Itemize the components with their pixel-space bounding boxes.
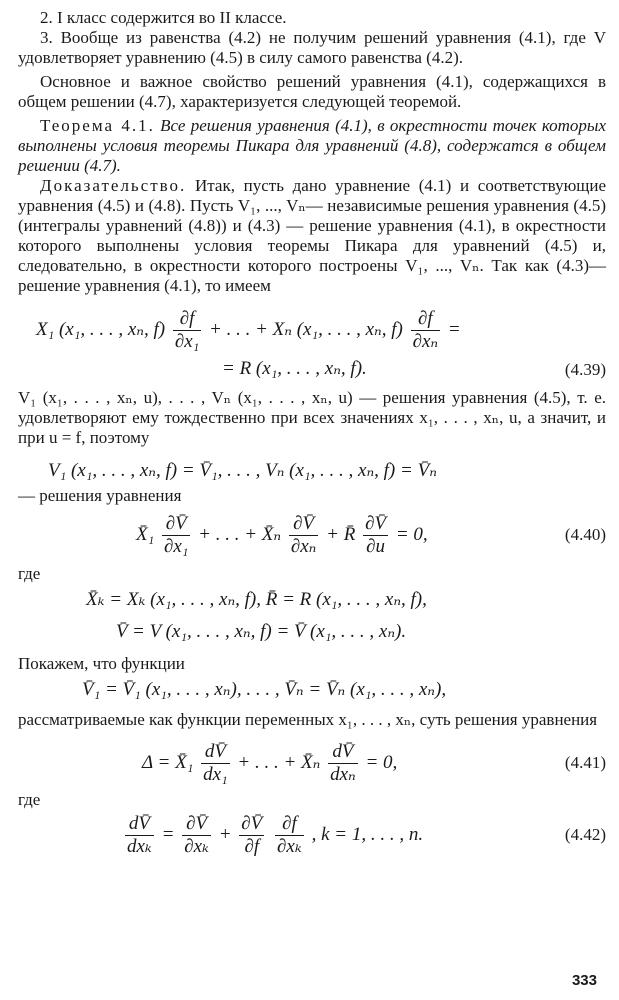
theorem-paragraph [18,116,606,176]
equation-4-40 [18,510,606,560]
eq442-frac-4: $\frac{\partial f}{\text{∂xₖ}}$ [277,813,302,858]
eq442-term-c: , k = 1, . . . , n. [311,824,424,845]
paragraph-item-3: 3. Вообще из равенства (4.2) не получим решений уравнения (4.1), где V удовлетворяет уравнению (4.5) в силу самого равенства (4.2). [18,28,606,67]
equation-4-41 [18,738,606,788]
equation-number-4-42: (4.42) [564,825,606,844]
eq439-term-c: = [447,319,461,340]
equation-number-4-40: (4.40) [564,525,606,544]
proof-text: Итак, пусть дано уравнение (4.1) и соответствующие уравнения (4.5) и (4.8). Пусть V₁, ..., Vₙ— независимые решения уравнения (4.5) (интегралы уравнений (4.8)) и (4.3) — решение уравнения (4.1), в окрестности которого выполнены условия теоремы Пикара для уравнений (4.5) и, следовательно, в окрестности которого построены V₁, ..., Vₙ. Так как (4.3)—решение уравнения (4.1), то имеем [18,176,606,295]
eq441-term-a: Δ = X̄₁ [142,752,194,773]
eq442-frac-2: $\frac{\partial V̄}{\text{∂xₖ}}$ [184,813,209,858]
eq-functions-text: V̄₁ = V̄₁ (x₁, . . . , xₙ), . . . , V̄ₙ = V̄ₙ (x₁, . . . , xₙ), [82,679,447,700]
proof-label: Доказательство. [40,176,187,195]
where-label-2: где [18,790,41,809]
eq440-frac-1: $\frac{\partial V̄}{\text{∂x₁}}$ [163,513,189,558]
page-content [18,8,606,860]
paragraph-considered: рассматриваемые как функции переменных x₁, . . . , xₙ, суть решения уравнения [18,710,598,729]
equation-functions [18,674,606,706]
eq441-term-c: = 0, [365,752,398,773]
eq440-frac-2: $\frac{\partial V̄}{\text{∂xₙ}}$ [290,513,317,558]
proof-paragraph [18,176,606,296]
paragraph-v-solutions: V₁ (x₁, . . . , xₙ, u), . . . , Vₙ (x₁, . . . , xₙ, u) — решения уравнения (4.5), т. е. удовлетворяют ему тождественно при всех значениях x₁, . . . , xₙ, u, а значит, и при u = f, поэтому [18,388,606,447]
eq440-frac-3: $\frac{\partial V̄}{\partial u}$ [365,513,387,558]
equation-xk-r [18,584,606,616]
paragraph-property: Основное и важное свойство решений уравнения (4.1), содержащихся в общем решении (4.7), характеризуется следующей теоремой. [18,72,606,111]
equation-number-4-41: (4.41) [564,753,606,772]
eq441-frac-2: $\frac{dV̄}{\text{dxₙ}}$ [330,741,356,786]
equation-number-4-39: (4.39) [564,360,606,379]
eq442-term-b: + [218,824,232,845]
eq440-term-c: + R̄ [326,524,356,545]
eq440-term-d: = 0, [395,524,428,545]
eq442-frac-3: $\frac{\partial V̄}{\partial f}$ [241,813,263,858]
eq441-term-b: + . . . + X̄ₙ [237,752,321,773]
theorem-label: Теорема 4.1. [40,116,155,135]
eq442-term-a: = [161,824,175,845]
paragraph-show-that: Покажем, что функции [18,654,185,673]
where-label-1: где [18,564,41,583]
paragraph-item-2: 2. I класс содержится во II классе. [40,8,287,27]
equation-4-39 [18,306,606,384]
equation-4-42 [18,810,606,860]
eq439-term-b: + . . . + Xₙ (x₁, . . . , xₙ, f) [209,319,403,340]
eq439-line-2: = R (x₁, . . . , xₙ, f). [222,358,367,379]
page-number: 333 [571,972,597,989]
eq442-frac-1: $\frac{dV̄}{\text{dxₖ}}$ [127,813,152,858]
equation-v-identity [18,456,606,486]
eq439-frac-2: $\frac{\partial f}{\text{∂xₙ}}$ [412,308,439,353]
eq-v-identity-text: V₁ (x₁, . . . , xₙ, f) = V̄₁, . . . , Vₙ (x₁, . . . , xₙ, f) = V̄ₙ [48,460,437,481]
eq441-frac-1: $\frac{dV̄}{\text{dx₁}}$ [203,741,228,786]
equation-vbar [18,616,606,648]
paragraph-solutions-of: — решения уравнения [18,486,182,505]
eq439-term-a: X₁ (x₁, . . . , xₙ, f) [36,319,166,340]
theorem-text: Все решения уравнения (4.1), в окрестности точек которых выполнены условия теоремы Пикара для уравнений (4.8), содержатся в общем решении (4.7). [18,116,606,175]
eq439-frac-1: $\frac{\partial f}{\text{∂x₁}}$ [174,308,200,353]
eq440-term-a: X̄₁ [136,524,155,545]
eq-vbar-text: V̄ = V (x₁, . . . , xₙ, f) = V̄ (x₁, . . . , xₙ). [116,621,407,642]
eq-xk-text: X̄ₖ = Xₖ (x₁, . . . , xₙ, f), R̄ = R (x₁, . . . , xₙ, f), [86,589,427,610]
eq440-term-b: + . . . + X̄ₙ [198,524,282,545]
